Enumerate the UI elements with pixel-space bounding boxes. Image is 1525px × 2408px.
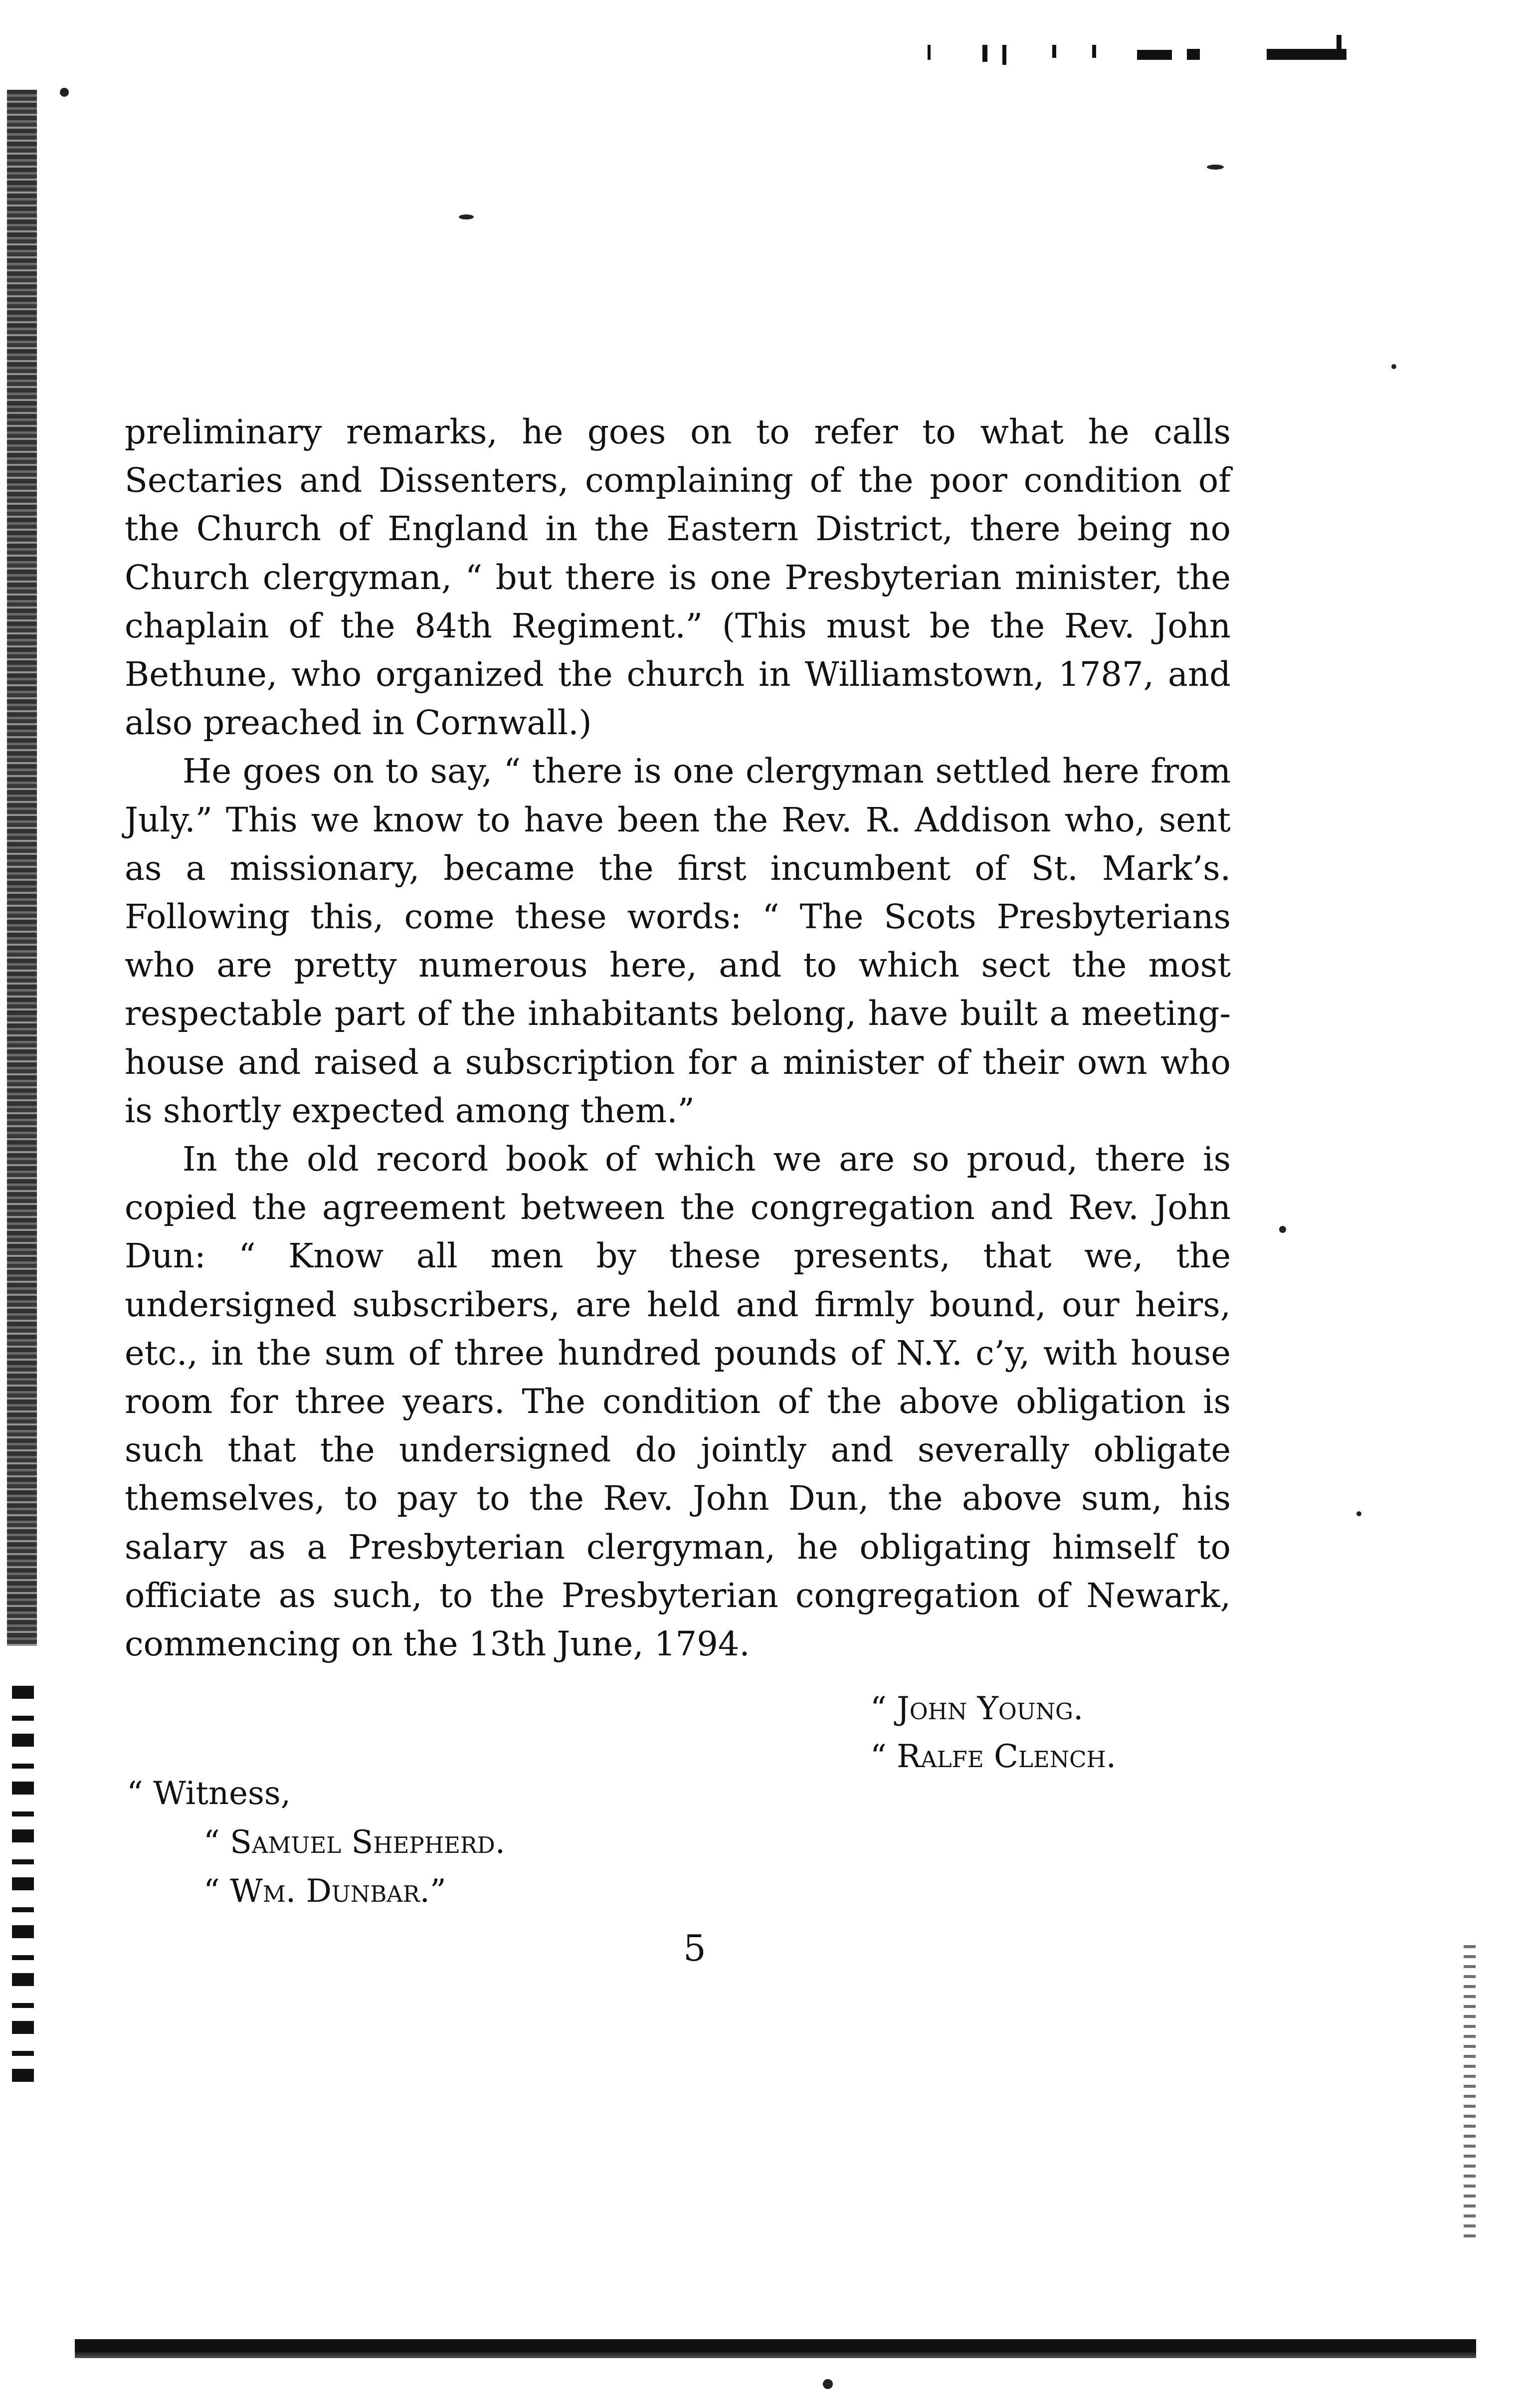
signatory-ralfe-clench: “ Ralfe Clench. xyxy=(870,1738,1117,1775)
scan-speck xyxy=(823,2379,833,2389)
bottom-scan-rule xyxy=(75,2339,1476,2358)
signatory-john-young: “ John Young. xyxy=(870,1690,1084,1727)
paragraph-1: preliminary remarks, he goes on to refer to what he calls Sectaries and Dissenters, complaining of the poor condition of the Church of England in the Eastern District, there being no Church clergyman, “ but there is one Presbyterian minister, the chaplain of the 84th Regiment.” (This must be the Rev. John Bethune, who organized the church in Williamstown, 1787, and also preached in Cornwall.) xyxy=(125,412,1231,743)
right-page-edge xyxy=(1464,1945,1476,2244)
body-text xyxy=(125,408,1231,1668)
binding-edge-lower xyxy=(12,1686,34,2085)
witness-wm-dunbar: “ Wm. Dunbar.” xyxy=(203,1873,446,1910)
witness-label: “ Witness, xyxy=(127,1775,291,1812)
page-number: 5 xyxy=(683,1927,706,1969)
paragraph-2: He goes on to say, “ there is one clergyman settled here from July.” This we know to have been the Rev. R. Addison who, sent as a missionary, became the first incumbent of St. Mark’s. Following this, come these words: “ The Scots Presbyterians who are pretty numerous here, and to which sect the most respectable part of the inhabitants belong, have built a meeting-house and raised a subscription for a minister of their own who is shortly expected among them.” xyxy=(125,752,1231,1130)
scan-speck xyxy=(60,88,69,97)
binding-edge xyxy=(7,90,37,1646)
scan-speck xyxy=(1279,1226,1286,1233)
scan-speck xyxy=(459,214,474,219)
top-scan-marks xyxy=(928,35,1456,65)
paragraph-3: In the old record book of which we are so proud, there is copied the agreement between the congregation and Rev. John Dun: “ Know all men by these presents, that we, the undersigned subscribers, are held and firmly bound, our heirs, etc., in the sum of three hundred pounds of N.Y. c’y, with house room for three years. The condition of the above obligation is such that the undersigned do jointly and severally obligate themselves, to pay to the Rev. John Dun, the above sum, his salary as a Presbyterian clergyman, he obligating himself to officiate as such, to the Presbyterian congregation of Newark, commencing on the 13th June, 1794. xyxy=(125,1140,1231,1664)
witness-samuel-shepherd: “ Samuel Shepherd. xyxy=(203,1824,506,1861)
scan-speck xyxy=(1207,165,1224,170)
scan-speck xyxy=(1391,364,1396,369)
scan-speck xyxy=(1356,1511,1361,1516)
